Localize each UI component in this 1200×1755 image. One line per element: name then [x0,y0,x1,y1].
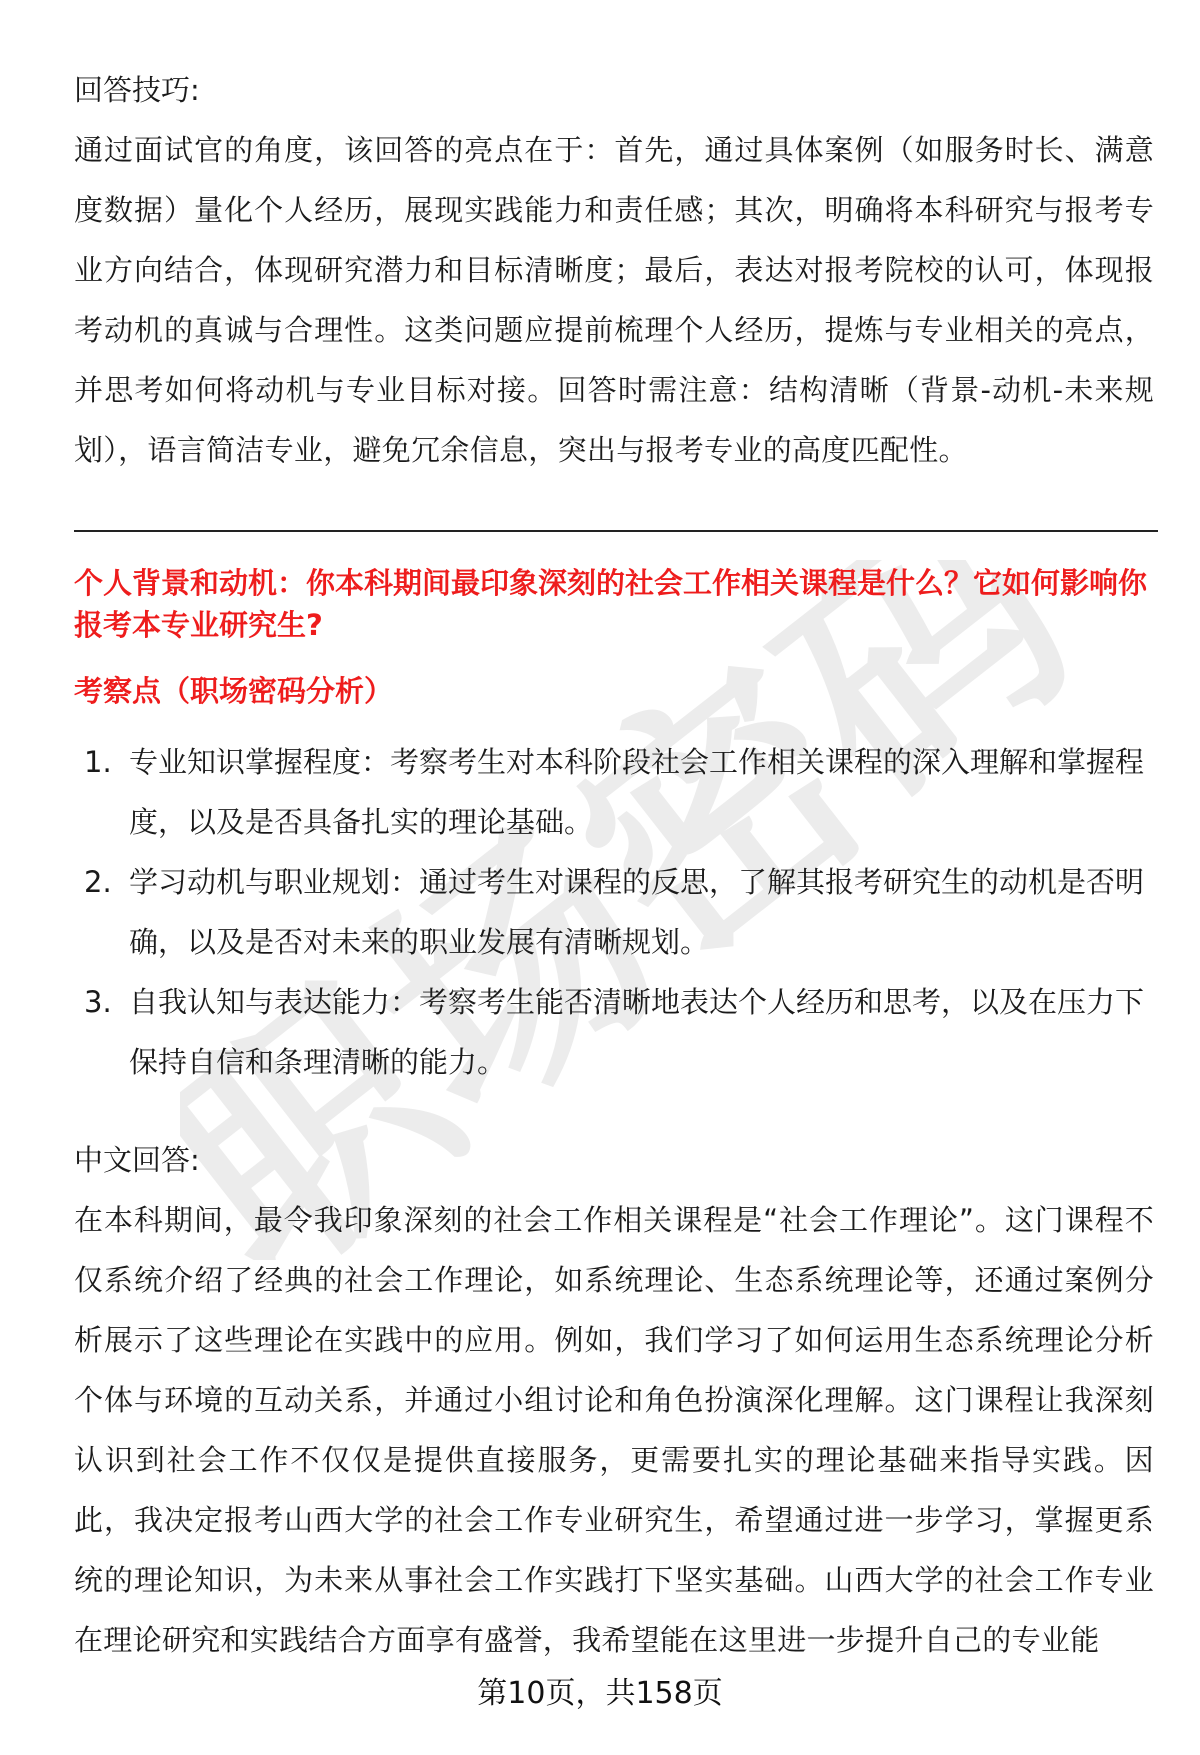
chinese-answer-section [74,1130,1154,1670]
list-item-text: 学习动机与职业规划：通过考生对课程的反思，了解其报考研究生的动机是否明确，以及是否对未来的职业发展有清晰规划。 [129,865,1145,959]
list-item [74,732,1154,852]
answer-label: 中文回答: [74,1143,200,1177]
page-number: 第10页，共158页 [477,1676,723,1711]
section-divider [74,530,1158,532]
list-item-text: 自我认知与表达能力：考察考生能否清晰地表达个人经历和思考，以及在压力下保持自信和条理清晰的能力。 [129,985,1145,1079]
exam-points-list [74,732,1154,1092]
question-title: 个人背景和动机：你本科期间最印象深刻的社会工作相关课程是什么？它如何影响你报考本专业研究生? [74,566,1148,642]
answer-text: 在本科期间，最令我印象深刻的社会工作相关课程是“社会工作理论”。这门课程不仅系统介绍了经典的社会工作理论，如系统理论、生态系统理论等，还通过案例分析展示了这些理论在实践中的应用。例如，我们学习了如何运用生态系统理论分析个体与环境的互动关系，并通过小组讨论和角色扮演深化理解。这门课程让我深刻认识到社会工作不仅仅是提供直接服务，更需要扎实的理论基础来指导实践。因此，我决定报考山西大学的社会工作专业研究生，希望通过进一步学习，掌握更系统的理论知识，为未来从事社会工作实践打下坚实基础。山西大学的社会工作专业在理论研究和实践结合方面享有盛誉，我希望能在这里进一步提升自己的专业能 [74,1203,1154,1657]
watermark-text: 职场密码 [180,560,1080,1260]
list-item [74,852,1154,972]
list-item-number: 2. [84,865,112,899]
document-page [74,60,1154,1670]
question-section [74,562,1154,1092]
list-item [74,972,1154,1092]
answer-tip-section [74,60,1154,480]
list-item-number: 3. [84,985,112,1019]
list-item-text: 专业知识掌握程度：考察考生对本科阶段社会工作相关课程的深入理解和掌握程度，以及是否具备扎实的理论基础。 [129,745,1145,839]
list-item-number: 1. [84,745,112,779]
tip-label: 回答技巧: [74,73,200,107]
tip-text: 通过面试官的角度，该回答的亮点在于：首先，通过具体案例（如服务时长、满意度数据）量化个人经历，展现实践能力和责任感；其次，明确将本科研究与报考专业方向结合，体现研究潜力和目标清晰度；最后，表达对报考院校的认可，体现报考动机的真诚与合理性。这类问题应提前梳理个人经历，提炼与专业相关的亮点，并思考如何将动机与专业目标对接。回答时需注意：结构清晰（背景-动机-未来规划），语言简洁专业，避免冗余信息，突出与报考专业的高度匹配性。 [74,133,1154,467]
exam-points-title: 考察点（职场密码分析） [74,674,394,708]
